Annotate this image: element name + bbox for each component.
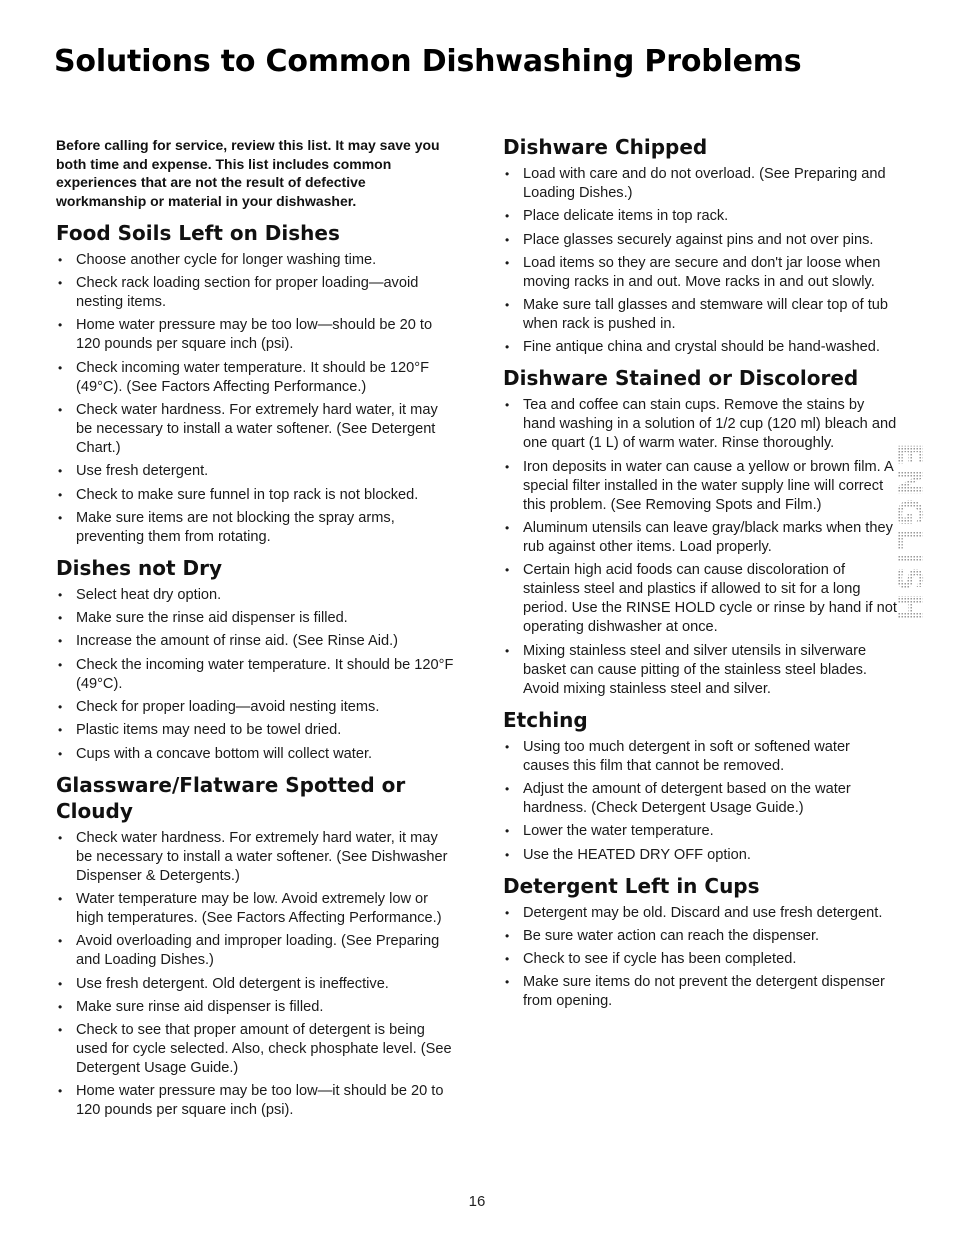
- bullet-icon: •: [505, 563, 510, 578]
- bullet-icon: •: [505, 928, 510, 943]
- list-item: [503, 780, 898, 818]
- list-item-text: Make sure the rinse aid dispenser is filled.: [76, 610, 348, 627]
- bullet-list: [56, 829, 456, 1121]
- bullet-icon: •: [505, 209, 510, 224]
- list-item: [56, 586, 456, 605]
- list-item: [56, 932, 456, 970]
- bullet-list: [56, 586, 456, 764]
- list-item-text: Use fresh detergent. Old detergent is ineffective.: [76, 975, 389, 992]
- list-item: [503, 519, 898, 557]
- left-column: [56, 136, 456, 1128]
- bullet-icon: •: [58, 976, 63, 991]
- bullet-icon: •: [505, 340, 510, 355]
- list-item: [56, 890, 456, 928]
- list-item-text: Make sure items are not blocking the spray arms, preventing them from rotating.: [76, 509, 395, 545]
- list-item-text: Tea and coffee can stain cups. Remove the stains by hand washing in a solution of 1/2 cup (120 ml) bleach and one quart (1 L) of warm water. Rinse thoroughly.: [523, 397, 897, 452]
- list-item-text: Check water hardness. For extremely hard water, it may be necessary to install a water softener. (See Dishwasher Dispenser & Detergents.): [76, 829, 448, 884]
- section-heading: Etching: [503, 707, 588, 732]
- bullet-icon: •: [58, 464, 63, 479]
- bullet-list: [503, 396, 898, 698]
- bullet-icon: •: [505, 824, 510, 839]
- section-heading: Detergent Left in Cups: [503, 873, 760, 898]
- intro-note: Before calling for service, review this list. It may save you both time and expense. This list includes common experiences that are not the result of defective workmanship or material in your dishwasher.: [56, 137, 440, 210]
- list-item-text: Check to see that proper amount of detergent is being used for cycle selected. Also, check phosphate level. (See Detergent Usage Guide.): [76, 1022, 452, 1077]
- list-item-text: Iron deposits in water can cause a yellow or brown film. A special filter installed in the water supply line will correct this problem. (See Removing Spots and Film.): [523, 458, 893, 513]
- list-item-text: Check water hardness. For extremely hard water, it may be necessary to install a water softener. (See Detergent Chart.): [76, 402, 438, 456]
- list-item: [503, 338, 898, 357]
- section-heading: Glassware/Flatware Spotted or Cloudy: [56, 772, 406, 823]
- section-heading: Dishware Stained or Discolored: [503, 366, 859, 391]
- list-item: [503, 973, 898, 1011]
- section-heading: Dishes not Dry: [56, 555, 223, 580]
- bullet-icon: •: [505, 847, 510, 862]
- bullet-icon: •: [505, 398, 510, 413]
- list-item-text: Detergent may be old. Discard and use fresh detergent.: [523, 904, 883, 921]
- list-item-text: Place delicate items in top rack.: [523, 208, 729, 225]
- section-food-soils-left-on-dishes: [56, 220, 456, 547]
- bullet-icon: •: [58, 1084, 63, 1099]
- section-dishware-chipped: [503, 134, 898, 357]
- bullet-icon: •: [58, 252, 63, 267]
- list-item: [56, 632, 456, 651]
- list-item: [56, 462, 456, 481]
- list-item: [56, 251, 456, 270]
- page-title: Solutions to Common Dishwashing Problems: [54, 44, 802, 79]
- list-item: [56, 274, 456, 312]
- bullet-icon: •: [505, 975, 510, 990]
- list-item: [56, 656, 456, 694]
- section-heading: Food Soils Left on Dishes: [56, 220, 340, 245]
- bullet-icon: •: [58, 1023, 63, 1038]
- list-item: [56, 998, 456, 1017]
- list-item: [56, 698, 456, 717]
- list-item: [56, 609, 456, 628]
- bullet-icon: •: [505, 232, 510, 247]
- english-side-tab: [887, 443, 931, 623]
- list-item: [56, 316, 456, 354]
- list-item: [503, 738, 898, 776]
- bullet-icon: •: [505, 952, 510, 967]
- list-item-text: Make sure items do not prevent the detergent dispenser from opening.: [523, 974, 885, 1010]
- list-item-text: Make sure rinse aid dispenser is filled.: [76, 998, 324, 1015]
- list-item: [56, 359, 456, 397]
- bullet-icon: •: [58, 723, 63, 738]
- section-detergent-left-in-cups: [503, 873, 898, 1012]
- list-item: [503, 396, 898, 453]
- bullet-list: [503, 738, 898, 865]
- bullet-icon: •: [58, 999, 63, 1014]
- list-item: [503, 165, 898, 203]
- list-item: [56, 829, 456, 886]
- bullet-icon: •: [505, 905, 510, 920]
- list-item-text: Plastic items may need to be towel dried.: [76, 722, 342, 739]
- list-item: [56, 975, 456, 994]
- bullet-icon: •: [58, 403, 63, 417]
- bullet-icon: •: [58, 318, 63, 333]
- list-item: [56, 401, 456, 458]
- bullet-icon: •: [58, 746, 63, 761]
- bullet-list: [56, 251, 456, 547]
- list-item: [503, 254, 898, 292]
- bullet-icon: •: [505, 255, 510, 270]
- bullet-list: [503, 904, 898, 1012]
- list-item-text: Use fresh detergent.: [76, 463, 209, 480]
- list-item-text: Using too much detergent in soft or softened water causes this film that cannot be removed.: [523, 738, 850, 774]
- list-item: [503, 846, 898, 865]
- list-item-text: Home water pressure may be too low—should be 20 to 120 pounds per square inch (psi).: [76, 317, 433, 353]
- bullet-icon: •: [505, 739, 510, 754]
- bullet-icon: •: [505, 459, 510, 474]
- bullet-icon: •: [58, 360, 63, 375]
- bullet-icon: •: [58, 276, 63, 291]
- bullet-icon: •: [58, 657, 63, 672]
- list-item-text: Load items so they are secure and don't jar loose when moving racks in and out. Move racks in and out slowly.: [523, 254, 881, 290]
- list-item: [503, 822, 898, 841]
- list-item-text: Check to see if cycle has been completed.: [523, 951, 797, 968]
- list-item: [503, 950, 898, 969]
- list-item-text: Be sure water action can reach the dispenser.: [523, 927, 820, 944]
- list-item-text: Check incoming water temperature. It should be 120°F (49°C). (See Factors Affecting Performance.): [76, 359, 430, 395]
- bullet-icon: •: [58, 587, 63, 602]
- bullet-icon: •: [58, 634, 63, 649]
- list-item: [503, 642, 898, 699]
- list-item: [56, 486, 456, 505]
- bullet-icon: •: [505, 298, 510, 313]
- list-item-text: Select heat dry option.: [76, 586, 222, 603]
- list-item-text: Load with care and do not overload. (See Preparing and Loading Dishes.): [523, 166, 886, 201]
- list-item-text: Check for proper loading—avoid nesting items.: [76, 699, 380, 716]
- list-item: [503, 296, 898, 334]
- section-etching: [503, 707, 898, 865]
- list-item-text: Home water pressure may be too low—it should be 20 to 120 pounds per square inch (psi).: [76, 1083, 444, 1119]
- list-item-text: Fine antique china and crystal should be hand-washed.: [523, 339, 880, 356]
- section-heading: Dishware Chipped: [503, 135, 708, 159]
- list-item: [503, 927, 898, 946]
- section-dishware-stained-or-discolored: [503, 365, 898, 698]
- list-item-text: Adjust the amount of detergent based on the water hardness. (Check Detergent Usage Guide.): [523, 780, 851, 816]
- bullet-icon: •: [505, 521, 510, 536]
- bullet-icon: •: [58, 611, 63, 626]
- list-item: [56, 721, 456, 740]
- list-item: [503, 231, 898, 250]
- bullet-icon: •: [58, 487, 63, 502]
- list-item-text: Lower the water temperature.: [523, 823, 714, 840]
- list-item-text: Avoid overloading and improper loading. (See Preparing and Loading Dishes.): [76, 933, 440, 969]
- list-item: [56, 509, 456, 547]
- list-item-text: Check rack loading section for proper loading—avoid nesting items.: [76, 275, 419, 311]
- list-item: [56, 1021, 456, 1078]
- list-item: [503, 904, 898, 923]
- list-item-text: Aluminum utensils can leave gray/black marks when they rub against other items. Load properly.: [523, 520, 893, 556]
- list-item-text: Make sure tall glasses and stemware will clear top of tub when rack is pushed in.: [523, 297, 889, 333]
- list-item-text: Mixing stainless steel and silver utensils in silverware basket can cause pitting of the stainless steel blades. Avoid mixing stainless steel and silver.: [523, 642, 867, 697]
- list-item-text: Certain high acid foods can cause discoloration of stainless steel and plastics if allowed to sit for a long period. Use the RINSE HOLD cycle or rinse by hand if not operating dishwasher at once.: [523, 562, 897, 636]
- side-tab-label: ENGLISH: [889, 443, 929, 623]
- list-item: [56, 1082, 456, 1120]
- bullet-icon: •: [58, 510, 63, 525]
- list-item: [56, 745, 456, 764]
- list-item-text: Check the incoming water temperature. It should be 120°F (49°C).: [76, 656, 454, 692]
- list-item: [503, 561, 898, 637]
- list-item-text: Check to make sure funnel in top rack is not blocked.: [76, 486, 419, 503]
- list-item-text: Increase the amount of rinse aid. (See Rinse Aid.): [76, 633, 399, 650]
- bullet-icon: •: [58, 830, 63, 845]
- section-dishes-not-dry: [56, 555, 456, 764]
- bullet-icon: •: [505, 167, 510, 181]
- bullet-list: [503, 165, 898, 357]
- bullet-icon: •: [505, 781, 510, 796]
- right-column: [503, 134, 898, 1019]
- bullet-icon: •: [58, 700, 63, 715]
- page-number: 16: [468, 1193, 486, 1210]
- bullet-icon: •: [505, 643, 510, 658]
- section-glassware-flatware-spotted-or-cloudy: [56, 772, 456, 1121]
- list-item-text: Use the HEATED DRY OFF option.: [523, 846, 751, 863]
- list-item-text: Place glasses securely against pins and not over pins.: [523, 231, 874, 248]
- list-item-text: Water temperature may be low. Avoid extremely low or high temperatures. (See Factors Affecting Performance.): [76, 890, 442, 926]
- bullet-icon: •: [58, 934, 63, 949]
- list-item-text: Choose another cycle for longer washing time.: [76, 251, 377, 268]
- list-item: [503, 458, 898, 515]
- bullet-icon: •: [58, 891, 63, 906]
- list-item-text: Cups with a concave bottom will collect water.: [76, 745, 373, 762]
- list-item: [503, 207, 898, 226]
